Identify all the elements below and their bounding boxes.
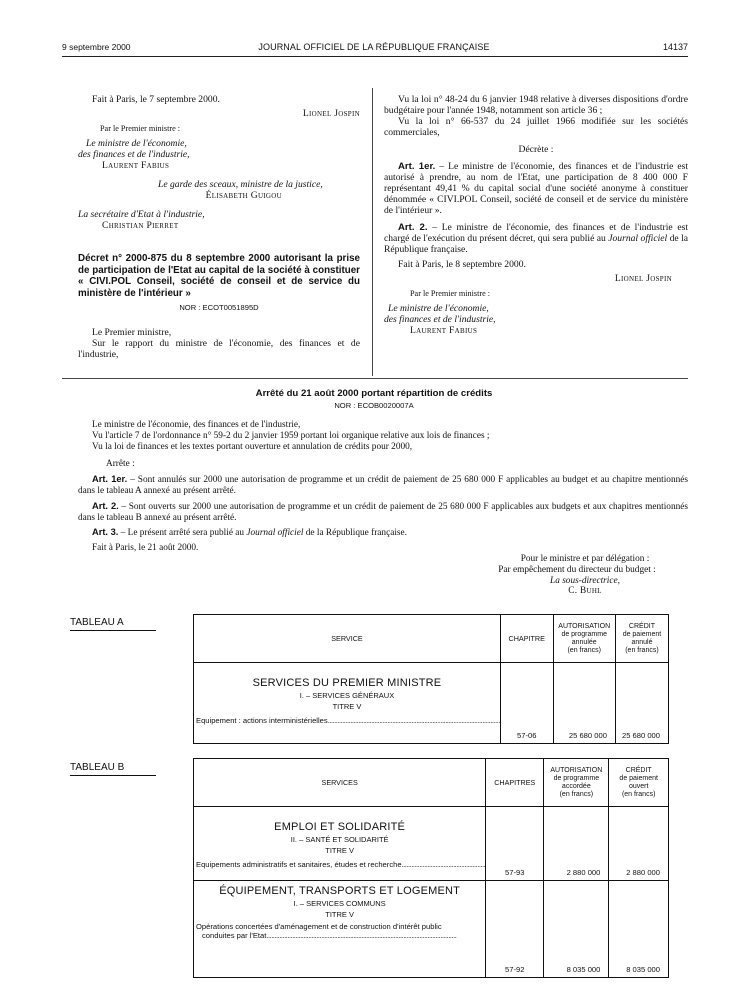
arrete-article-3: Art. 3. – Le présent arrêté sera publié au Journal officiel de la République française. (92, 527, 407, 539)
ministre-eco-line2-2: des finances et de l'industrie, (384, 314, 496, 325)
tableau-b-row2-credit: 8 035 000 (609, 881, 669, 978)
tableau-b-service-cell-1 (194, 807, 486, 881)
tableau-a-label-rule (70, 630, 156, 631)
table-row (194, 807, 669, 881)
tableau-b-section2-sub1: I. – SERVICES COMMUNS (293, 899, 386, 908)
tableau-a-header-service: SERVICE (194, 615, 501, 663)
section-divider (62, 378, 688, 379)
header-date: 9 septembre 2000 (62, 42, 131, 52)
tableau-b-row1-autorisation: 2 880 000 (544, 807, 609, 881)
tableau-b-label-rule (70, 775, 156, 776)
arrete-title: Arrêté du 21 août 2000 portant répartition de crédits (255, 388, 493, 399)
arrete-fait: Fait à Paris, le 21 août 2000. (92, 543, 199, 554)
header-page-number: 14137 (662, 42, 688, 52)
arrete-signature-block (460, 554, 670, 597)
tableau-a-row-credit: 25 680 000 (615, 663, 668, 744)
tableau-b-row2-autorisation: 8 035 000 (544, 881, 609, 978)
ministre-eco-name: Laurent Fabius (102, 160, 170, 171)
tableau-a-table (193, 614, 669, 744)
decret-nor: NOR : ECOT0051895D (179, 303, 259, 312)
par-premier-ministre: Par le Premier ministre : (100, 124, 181, 133)
tableau-b-section2-title: ÉQUIPEMENT, TRANSPORTS ET LOGEMENT (219, 885, 461, 897)
tableau-a-row-autorisation: 25 680 000 (553, 663, 615, 744)
tableau-b-header-chapitres: CHAPITRES (486, 759, 544, 807)
garde-sceaux-name: Élisabeth Guigou (205, 190, 282, 201)
tableau-b-label: TABLEAU B (70, 762, 125, 773)
tableau-a-service-cell (194, 663, 501, 744)
tableau-b-service-cell-2 (194, 881, 486, 978)
arrete-vu-loi-finances: Vu la loi de finances et les textes portant ouverture et annulation de crédits pour 2000, (92, 441, 413, 452)
vu-loi-48-24: Vu la loi n° 48-24 du 6 janvier 1948 relative à diverses dispositions d'ordre budgétaire pour l'année 1948, notamment son article 36 ; (384, 94, 688, 116)
right-column (384, 94, 688, 336)
tableau-a-row-chapitre: 57-06 (500, 663, 553, 744)
premier-ministre-line: Le Premier ministre, (92, 327, 172, 338)
signer-jospin-2: Lionel Jospin (614, 273, 672, 284)
tableau-b-row1-chapitre: 57-93 (486, 807, 544, 881)
tableau-b-section1-sub2: TITRE V (325, 846, 355, 855)
header-rule (62, 56, 688, 57)
fait-a-paris-8: Fait à Paris, le 8 septembre 2000. (398, 259, 526, 270)
arrete-body (78, 420, 688, 554)
column-divider (372, 88, 373, 376)
signer-jospin: Lionel Jospin (302, 108, 360, 119)
secretaire-etat-name: Christian Pierret (102, 220, 179, 231)
tableau-b-section1-sub1: II. – SANTÉ ET SOLIDARITÉ (290, 835, 389, 844)
decret-art1-label: Art. 1er. (398, 161, 436, 172)
tableau-a-section-title: SERVICES DU PREMIER MINISTRE (252, 677, 442, 689)
tableau-b-table (193, 758, 669, 978)
garde-sceaux-line: Le garde des sceaux, ministre de la justice, (158, 179, 323, 190)
tableau-b-section1-title: EMPLOI ET SOLIDARITÉ (274, 821, 406, 833)
tableau-b-row1-credit: 2 880 000 (609, 807, 669, 881)
tableau-a-section-sub2: TITRE V (332, 702, 362, 711)
table-row (194, 663, 669, 744)
secretaire-etat-line: La secrétaire d'Etat à l'industrie, (78, 209, 205, 220)
tableau-a-header-autorisation: AUTORISATION de programme annulée (en francs) (553, 615, 615, 663)
tableau-b-header-services: SERVICES (194, 759, 486, 807)
tableau-a-header-chapitre: CHAPITRE (500, 615, 553, 663)
vu-loi-66-537: Vu la loi n° 66-537 du 24 juillet 1966 modifiée sur les sociétés commerciales, (384, 116, 688, 138)
tableau-a-label: TABLEAU A (70, 617, 124, 628)
arrete-sig-empechement: Par empêchement du directeur du budget : (498, 564, 656, 575)
arrete-arrete: Arrête : (106, 459, 135, 470)
decrete: Décrète : (518, 144, 554, 155)
tableau-a-section-sub1: I. – SERVICES GÉNÉRAUX (299, 691, 395, 700)
arrete-sig-delegation: Pour le ministre et par délégation : (520, 554, 650, 564)
decret-article-1: Art. 1er. – Le ministre de l'économie, des finances et de l'industrie est autorisé à prendre, au nom de l'Etat, une participation de 8 400 000 F représentant 49,41 % du capital social d'une société anonyme à constituer dénommée « CIVI.POL Conseil, société de conseil et de service du ministère de l'intérieur ». (384, 161, 689, 216)
tableau-b-header-credit: CRÉDIT de paiement ouvert (en francs) (609, 759, 669, 807)
arrete-ministre: Le ministre de l'économie, des finances et de l'industrie, (92, 420, 301, 430)
header-journal-title: JOURNAL OFFICIEL DE LA RÉPUBLIQUE FRANÇAISE (258, 42, 490, 52)
tableau-a-header-credit: CRÉDIT de paiement annulé (en francs) (615, 615, 668, 663)
ministre-eco-name-2: Laurent Fabius (410, 325, 478, 336)
decret-art2-label: Art. 2. (398, 222, 428, 233)
decret-title: Décret n° 2000-875 du 8 septembre 2000 autorisant la prise de participation de l'Etat au capital de la société à constituer « CIVI.POL Conseil, société de conseil et de service du ministère de l'intérieur » (78, 253, 360, 299)
par-premier-ministre-2: Par le Premier ministre : (410, 289, 491, 298)
ministre-eco-line1: Le ministre de l'économie, (86, 138, 187, 149)
arrete-vu-ordonnance: Vu l'article 7 de l'ordonnance n° 59-2 du 2 janvier 1959 portant loi organique relative aux lois de finances ; (92, 430, 490, 441)
tableau-a-row-label: Equipement : actions interministérielles........................................................................................................... (196, 716, 500, 725)
tableau-b-section2-sub2: TITRE V (325, 910, 355, 919)
decret-article-2: Art. 2. – Le ministre de l'économie, des finances et de l'industrie est chargé de l'exécution du présent décret, qui sera publié au Journal officiel de la République française. (384, 222, 689, 255)
tableau-b-row1-label: Equipements administratifs et sanitaires, études et recherche.................................................... (196, 860, 486, 869)
arrete-sig-name: C. Buhl (568, 586, 602, 597)
arrete-sig-sous-directrice: La sous-directrice, (550, 575, 620, 586)
tableau-b-header-autorisation: AUTORISATION de programme accordée (en francs) (544, 759, 609, 807)
table-row (194, 881, 669, 978)
ministre-eco-line1-2: Le ministre de l'économie, (388, 303, 489, 314)
fait-a-paris-7: Fait à Paris, le 7 septembre 2000. (92, 94, 220, 105)
arrete-article-1: Art. 1er. – Sont annulés sur 2000 une autorisation de programme et un crédit de paiement de 25 680 000 F applicables au budget et au chapitre mentionnés dans le tableau A annexé au présent arrêté. (78, 474, 689, 496)
tableau-b-row2-chapitre: 57-92 (486, 881, 544, 978)
arrete-article-2: Art. 2. – Sont ouverts sur 2000 une autorisation de programme et un crédit de paiement de 25 680 000 F applicables aux budgets et aux chapitres mentionnés dans le tableau B annexé au présent arrêté. (78, 500, 688, 523)
sur-le-rapport: Sur le rapport du ministre de l'économie, des finances et de l'industrie, (78, 338, 360, 360)
left-column (78, 94, 360, 360)
tableau-b-row2-label-1: Opérations concertées d'aménagement et de construction d'intérêt public (196, 922, 442, 931)
arrete-nor: NOR : ECOB0020007A (334, 401, 414, 410)
tableau-b-row2-label-2: conduites par l'Etat...................................................................................................................... (202, 931, 457, 940)
ministre-eco-line2: des finances et de l'industrie, (78, 149, 190, 160)
